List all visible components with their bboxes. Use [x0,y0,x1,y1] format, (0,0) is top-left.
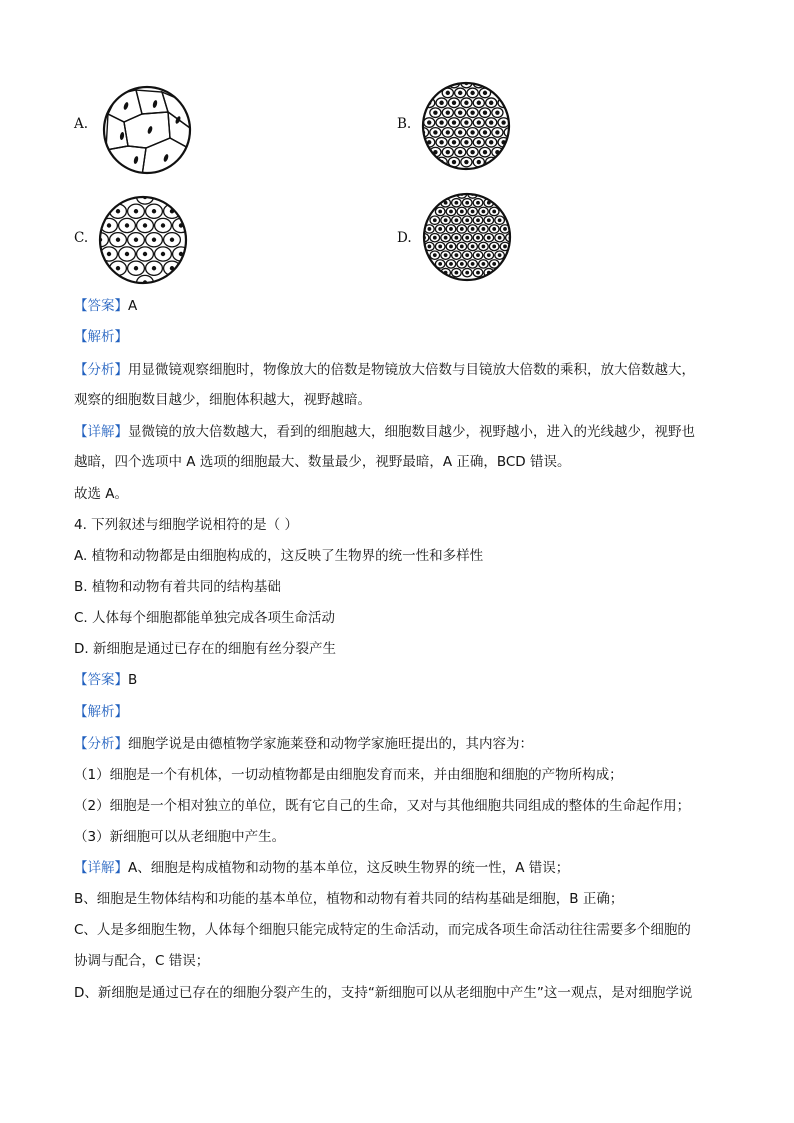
cell-nucleus [161,252,165,256]
cell-nucleus [452,160,456,164]
cell-nucleus [476,271,480,275]
q4-stem: 4. 下列叙述与细胞学说相符的是（ ） [74,517,298,533]
cell-nucleus [503,227,507,231]
cell-nucleus [460,262,464,266]
cell-nucleus [446,91,450,95]
cell-nucleus [446,130,450,134]
cell-nucleus [477,140,481,144]
answer-value: A [128,298,138,314]
cell-nucleus [460,245,464,249]
cell-nucleus [483,91,487,95]
cell-nucleus [482,262,486,266]
cell-nucleus [460,210,464,214]
cell-nucleus [125,252,129,256]
cell-nucleus [492,245,496,249]
cell-nucleus [449,227,453,231]
cell-nucleus [489,140,493,144]
cell-nucleus [465,271,469,275]
cell-nucleus [116,238,120,242]
cell-nucleus [489,120,493,124]
microscope-view-d [418,190,516,284]
cell-nucleus [455,236,459,240]
cell-nucleus [449,262,453,266]
option-a-label: A. [74,116,89,132]
fenxi-text: 细胞学说是由德植物学家施莱登和动物学家施旺提出的，其内容为： [128,736,533,752]
q3-xiangjie-line1 [74,422,695,442]
cell-nucleus [152,209,156,213]
cell-nucleus [498,218,502,222]
cell-nucleus [455,271,459,275]
cell-nucleus [107,223,111,227]
cell-nucleus [458,91,462,95]
cell-nucleus [476,201,480,205]
q4-analysis-heading: 【解析】 [74,704,128,720]
cell-nucleus [477,101,481,105]
cell-nucleus [492,227,496,231]
cell-nucleus [433,253,437,257]
cell-nucleus [428,245,432,249]
q4-option-c: C. 人体每个细胞都能单独完成各项生命活动 [74,610,336,626]
cell-nucleus [134,266,138,270]
q3-fenxi-line2: 观察的细胞数目越少，细胞体积越大，视野越暗。 [74,392,371,408]
cell-nucleus [161,223,165,227]
cell-nucleus [444,218,448,222]
cell-nucleus [438,227,442,231]
cell-nucleus [487,253,491,257]
option-c-label: C. [74,230,89,246]
cell-nucleus [438,262,442,266]
xiangjie-tag: 【详解】 [74,860,128,876]
xiangjie-text: A、细胞是构成植物和动物的基本单位，这反映生物界的统一性，A 错误； [128,860,570,876]
cell-nucleus [143,223,147,227]
option-b-label: B. [397,116,412,132]
cell-nucleus [433,218,437,222]
cell-nucleus [470,130,474,134]
cell-nucleus [476,253,480,257]
cell-nucleus [170,238,174,242]
cell-nucleus [503,245,507,249]
q4-option-d: D. 新细胞是通过已存在的细胞有丝分裂产生 [74,641,336,657]
cell-nucleus [471,245,475,249]
fenxi-text: 用显微镜观察细胞时，物像放大的倍数是物镜放大倍数与目镜放大倍数的乘积，放大倍数越大， [128,362,695,378]
cell-nucleus [492,210,496,214]
q3-analysis-heading: 【解析】 [74,329,128,345]
cell-nucleus [143,252,147,256]
q4-xiangjie-c2: 协调与配合，C 错误； [74,953,210,969]
microscope-view-a [98,84,196,176]
cell-nucleus [427,120,431,124]
cell-nucleus [492,262,496,266]
cell-nucleus [471,210,475,214]
microscope-view-c [92,194,194,286]
q3-answer-line [74,296,137,316]
cell-nucleus [107,252,111,256]
cell-nucleus [444,253,448,257]
xiangjie-text: 显微镜的放大倍数越大，看到的细胞越大，细胞数目越少，视野越小，进入的光线越少，视野也 [128,424,695,440]
cell-nucleus [465,253,469,257]
cell-nucleus [483,110,487,114]
option-d-label: D. [397,230,412,246]
cell-nucleus [477,160,481,164]
cell-nucleus [125,223,129,227]
cell-nucleus [444,236,448,240]
cell-nucleus [487,236,491,240]
cell-nucleus [452,140,456,144]
cell-nucleus [482,245,486,249]
cell-nucleus [495,110,499,114]
cell-nucleus [439,101,443,105]
fenxi-tag: 【分析】 [74,362,128,378]
cell-nucleus [470,110,474,114]
cell-nucleus [446,110,450,114]
answer-tag: 【答案】 [74,298,128,314]
cell-nucleus [487,218,491,222]
cell-nucleus [455,218,459,222]
cell-nucleus [452,101,456,105]
cell-nucleus [498,236,502,240]
q4-xiangjie-d: D、新细胞是通过已存在的细胞分裂产生的，支持“新细胞可以从老细胞中产生”这一观点，是对细胞学说 [74,985,693,1001]
cell-nucleus [465,218,469,222]
cell-nucleus [470,150,474,154]
cell-nucleus [465,236,469,240]
cell-nucleus [471,227,475,231]
answer-value: B [128,672,138,688]
q4-xiangjie-b: B、细胞是生物体结构和功能的基本单位，植物和动物有着共同的结构基础是细胞，B 正确； [74,891,624,907]
cell-nucleus [464,120,468,124]
cell-nucleus [152,238,156,242]
cell-nucleus [433,130,437,134]
cell-nucleus [471,262,475,266]
cell-nucleus [449,210,453,214]
cell-nucleus [116,266,120,270]
cell-nucleus [489,101,493,105]
cell-nucleus [439,140,443,144]
q4-point-3: （3）新细胞可以从老细胞中产生。 [74,829,286,845]
cell-nucleus [458,130,462,134]
answer-tag: 【答案】 [74,672,128,688]
q4-point-2: （2）细胞是一个相对独立的单位，既有它自己的生命，又对与其他细胞共同组成的整体的生命起作用； [74,798,691,814]
cell-nucleus [438,210,442,214]
q4-answer-line [74,670,137,690]
cell-nucleus [495,130,499,134]
cell-nucleus [470,91,474,95]
cell-nucleus [483,150,487,154]
cell-nucleus [476,236,480,240]
cell-nucleus [433,236,437,240]
q4-option-a: A. 植物和动物都是由细胞构成的，这反映了生物界的统一性和多样性 [74,548,484,564]
cell-nucleus [464,140,468,144]
cell-nucleus [477,120,481,124]
q4-point-1: （1）细胞是一个有机体，一切动植物都是由细胞发育而来，并由细胞和细胞的产物所构成； [74,767,623,783]
xiangjie-tag: 【详解】 [74,424,128,440]
cell-nucleus [464,160,468,164]
q4-option-b: B. 植物和动物有着共同的结构基础 [74,579,281,595]
cell-nucleus [498,253,502,257]
q4-fenxi-line [74,734,533,754]
cell-nucleus [482,210,486,214]
q3-xiangjie-line2: 越暗，四个选项中 A 选项的细胞最大、数量最少，视野最暗，A 正确，BCD 错误。 [74,454,571,470]
cell-nucleus [449,245,453,249]
cell-nucleus [152,266,156,270]
cell-nucleus [476,218,480,222]
cell-nucleus [483,130,487,134]
cell-nucleus [460,227,464,231]
fenxi-tag: 【分析】 [74,736,128,752]
cell-nucleus [439,120,443,124]
cell-nucleus [452,120,456,124]
cell-nucleus [134,209,138,213]
q3-fenxi-line1 [74,360,695,380]
cell-nucleus [428,227,432,231]
q4-xiangjie-a [74,858,569,878]
q4-xiangjie-c1: C、人是多细胞生物，人体每个细胞只能完成特定的生命活动，而完成各项生命活动往往需要多个细胞的 [74,922,691,938]
cell-nucleus [134,238,138,242]
cell-nucleus [455,201,459,205]
cell-nucleus [501,120,505,124]
cell-nucleus [438,245,442,249]
q3-conclusion: 故选 A。 [74,486,129,502]
cell-nucleus [455,253,459,257]
cell-nucleus [458,110,462,114]
cell-nucleus [116,209,120,213]
microscope-view-b [418,80,514,172]
cell-nucleus [433,110,437,114]
cell-nucleus [458,150,462,154]
cell-nucleus [464,101,468,105]
cell-nucleus [446,150,450,154]
cell-nucleus [465,201,469,205]
cell-nucleus [482,227,486,231]
